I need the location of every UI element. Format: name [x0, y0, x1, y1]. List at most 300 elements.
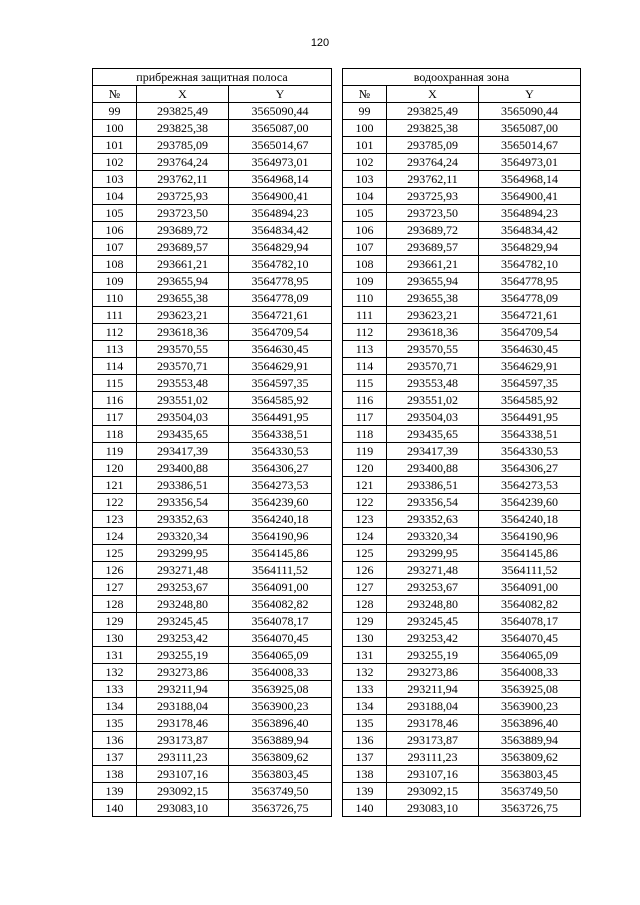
coordinate-x: 293723,50 [387, 205, 479, 222]
coordinate-x: 293689,57 [137, 239, 229, 256]
coordinate-y: 3563925,08 [229, 681, 332, 698]
coordinate-x: 293623,21 [387, 307, 479, 324]
point-number: 134 [343, 698, 387, 715]
coordinate-x: 293825,38 [137, 120, 229, 137]
coordinate-x: 293253,67 [137, 579, 229, 596]
table-row [343, 154, 581, 171]
coordinate-y: 3564306,27 [479, 460, 581, 477]
point-number: 107 [93, 239, 137, 256]
coordinate-y: 3564239,60 [229, 494, 332, 511]
coordinate-y: 3564082,82 [479, 596, 581, 613]
coordinate-y: 3564829,94 [229, 239, 332, 256]
coordinate-x: 293083,10 [137, 800, 229, 817]
coordinate-x: 293435,65 [387, 426, 479, 443]
table-title: водоохранная зона [343, 69, 581, 86]
table-row [93, 698, 332, 715]
coordinate-y: 3564709,54 [479, 324, 581, 341]
table-row [93, 766, 332, 783]
table-row [343, 222, 581, 239]
coordinate-y: 3564597,35 [229, 375, 332, 392]
table-row [93, 562, 332, 579]
coordinate-x: 293273,86 [387, 664, 479, 681]
coordinate-x: 293111,23 [137, 749, 229, 766]
coordinate-y: 3563726,75 [479, 800, 581, 817]
point-number: 125 [93, 545, 137, 562]
point-number: 119 [343, 443, 387, 460]
coordinate-x: 293253,67 [387, 579, 479, 596]
coordinate-x: 293245,45 [137, 613, 229, 630]
coordinate-y: 3564894,23 [479, 205, 581, 222]
coordinate-y: 3564338,51 [229, 426, 332, 443]
point-number: 113 [343, 341, 387, 358]
point-number: 132 [343, 664, 387, 681]
point-number: 133 [93, 681, 137, 698]
point-number: 100 [93, 120, 137, 137]
table-row [93, 307, 332, 324]
coordinate-y: 3564145,86 [479, 545, 581, 562]
coordinate-x: 293188,04 [387, 698, 479, 715]
point-number: 101 [343, 137, 387, 154]
point-number: 121 [93, 477, 137, 494]
point-number: 109 [93, 273, 137, 290]
point-number: 136 [343, 732, 387, 749]
coordinate-x: 293551,02 [387, 392, 479, 409]
coordinate-x: 293352,63 [137, 511, 229, 528]
point-number: 117 [343, 409, 387, 426]
table-row [93, 239, 332, 256]
point-number: 122 [343, 494, 387, 511]
coordinate-x: 293417,39 [137, 443, 229, 460]
coordinate-x: 293553,48 [137, 375, 229, 392]
point-number: 113 [93, 341, 137, 358]
point-number: 139 [343, 783, 387, 800]
coordinate-y: 3564091,00 [479, 579, 581, 596]
point-number: 108 [93, 256, 137, 273]
table-row [343, 358, 581, 375]
coordinate-x: 293723,50 [137, 205, 229, 222]
coordinate-x: 293107,16 [387, 766, 479, 783]
table-row [343, 579, 581, 596]
coordinate-y: 3563749,50 [479, 783, 581, 800]
coordinate-x: 293188,04 [137, 698, 229, 715]
coordinate-y: 3564778,09 [479, 290, 581, 307]
coordinate-y: 3564629,91 [479, 358, 581, 375]
table-row [93, 358, 332, 375]
table-row [93, 613, 332, 630]
coordinate-x: 293785,09 [387, 137, 479, 154]
coordinate-x: 293092,15 [387, 783, 479, 800]
table-row [343, 749, 581, 766]
coordinate-x: 293655,38 [387, 290, 479, 307]
table-row [343, 664, 581, 681]
coordinate-x: 293299,95 [387, 545, 479, 562]
coordinate-x: 293400,88 [387, 460, 479, 477]
coordinate-x: 293178,46 [137, 715, 229, 732]
table-header-row [93, 86, 332, 103]
coordinate-x: 293570,71 [387, 358, 479, 375]
coordinate-y: 3565090,44 [229, 103, 332, 120]
coordinate-y: 3565087,00 [479, 120, 581, 137]
table-row [343, 800, 581, 817]
table-row [343, 494, 581, 511]
table-row [343, 630, 581, 647]
table-row [343, 766, 581, 783]
point-number: 118 [343, 426, 387, 443]
coordinate-x: 293299,95 [137, 545, 229, 562]
point-number: 126 [93, 562, 137, 579]
point-number: 140 [93, 800, 137, 817]
point-number: 131 [343, 647, 387, 664]
point-number: 127 [93, 579, 137, 596]
table-row [93, 103, 332, 120]
coordinate-y: 3563809,62 [479, 749, 581, 766]
coordinate-x: 293504,03 [387, 409, 479, 426]
table-row [93, 596, 332, 613]
table-row [93, 664, 332, 681]
point-number: 99 [93, 103, 137, 120]
coordinate-x: 293689,57 [387, 239, 479, 256]
table-title: прибрежная защитная полоса [93, 69, 332, 86]
point-number: 116 [343, 392, 387, 409]
coordinate-y: 3564190,96 [479, 528, 581, 545]
point-number: 134 [93, 698, 137, 715]
coordinate-x: 293551,02 [137, 392, 229, 409]
point-number: 110 [343, 290, 387, 307]
coordinate-x: 293320,34 [137, 528, 229, 545]
table-row [343, 562, 581, 579]
table-row [93, 290, 332, 307]
coordinate-x: 293211,94 [137, 681, 229, 698]
point-number: 128 [93, 596, 137, 613]
table-row [93, 222, 332, 239]
coordinate-x: 293271,48 [387, 562, 479, 579]
coordinate-x: 293725,93 [387, 188, 479, 205]
coordinate-y: 3564629,91 [229, 358, 332, 375]
coordinate-y: 3564491,95 [229, 409, 332, 426]
point-number: 129 [93, 613, 137, 630]
point-number: 137 [93, 749, 137, 766]
table-row [343, 341, 581, 358]
table-row [93, 647, 332, 664]
table-row [343, 647, 581, 664]
coordinate-y: 3564597,35 [479, 375, 581, 392]
point-number: 124 [93, 528, 137, 545]
coordinate-x: 293618,36 [137, 324, 229, 341]
point-number: 135 [93, 715, 137, 732]
coordinate-x: 293356,54 [137, 494, 229, 511]
table-row [343, 698, 581, 715]
point-number: 126 [343, 562, 387, 579]
coordinate-y: 3563809,62 [229, 749, 332, 766]
coordinate-x: 293352,63 [387, 511, 479, 528]
point-number: 114 [93, 358, 137, 375]
coordinate-y: 3563900,23 [479, 698, 581, 715]
table-row [93, 188, 332, 205]
coordinate-x: 293083,10 [387, 800, 479, 817]
table-title-row [343, 69, 581, 86]
coordinate-x: 293386,51 [137, 477, 229, 494]
coordinate-x: 293825,38 [387, 120, 479, 137]
table-title-row [93, 69, 332, 86]
column-header-number: № [93, 86, 137, 103]
coordinate-y: 3564900,41 [229, 188, 332, 205]
point-number: 100 [343, 120, 387, 137]
coordinate-y: 3564008,33 [479, 664, 581, 681]
table-row [343, 188, 581, 205]
point-number: 112 [93, 324, 137, 341]
table-row [93, 800, 332, 817]
table-row [343, 783, 581, 800]
coordinate-y: 3564782,10 [229, 256, 332, 273]
point-number: 122 [93, 494, 137, 511]
coordinate-y: 3564070,45 [479, 630, 581, 647]
coordinate-x: 293689,72 [137, 222, 229, 239]
table-row [93, 494, 332, 511]
table-row [343, 460, 581, 477]
coordinate-x: 293725,93 [137, 188, 229, 205]
coordinate-x: 293255,19 [137, 647, 229, 664]
point-number: 123 [343, 511, 387, 528]
coordinate-y: 3564190,96 [229, 528, 332, 545]
coordinate-x: 293825,49 [387, 103, 479, 120]
table-row [343, 613, 581, 630]
coordinate-y: 3563749,50 [229, 783, 332, 800]
coordinate-x: 293173,87 [387, 732, 479, 749]
point-number: 110 [93, 290, 137, 307]
coordinate-y: 3564330,53 [479, 443, 581, 460]
coordinate-y: 3563803,45 [479, 766, 581, 783]
point-number: 108 [343, 256, 387, 273]
coordinate-x: 293092,15 [137, 783, 229, 800]
coordinate-y: 3564585,92 [479, 392, 581, 409]
coordinate-x: 293762,11 [387, 171, 479, 188]
coordinate-x: 293253,42 [137, 630, 229, 647]
coordinate-y: 3564078,17 [479, 613, 581, 630]
table-row [343, 477, 581, 494]
coordinate-x: 293764,24 [137, 154, 229, 171]
table-row [343, 426, 581, 443]
table-row [343, 715, 581, 732]
table-body [343, 103, 581, 817]
table-row [343, 375, 581, 392]
coordinate-x: 293178,46 [387, 715, 479, 732]
point-number: 105 [343, 205, 387, 222]
table-row [93, 426, 332, 443]
table-row [93, 511, 332, 528]
table-row [343, 511, 581, 528]
table-row [93, 324, 332, 341]
table-body [93, 103, 332, 817]
point-number: 129 [343, 613, 387, 630]
coordinate-x: 293570,71 [137, 358, 229, 375]
column-header-y: Y [479, 86, 581, 103]
coordinate-y: 3564834,42 [479, 222, 581, 239]
table-row [93, 154, 332, 171]
table-row [343, 239, 581, 256]
table-row [343, 256, 581, 273]
point-number: 109 [343, 273, 387, 290]
table-row [93, 171, 332, 188]
coordinate-y: 3564145,86 [229, 545, 332, 562]
table-row [93, 137, 332, 154]
coordinate-y: 3564008,33 [229, 664, 332, 681]
coordinate-y: 3564078,17 [229, 613, 332, 630]
point-number: 140 [343, 800, 387, 817]
table-row [343, 545, 581, 562]
point-number: 99 [343, 103, 387, 120]
coordinate-y: 3564782,10 [479, 256, 581, 273]
coordinate-y: 3564778,95 [479, 273, 581, 290]
column-header-number: № [343, 86, 387, 103]
coordinate-y: 3564330,53 [229, 443, 332, 460]
coordinate-x: 293111,23 [387, 749, 479, 766]
coordinate-x: 293273,86 [137, 664, 229, 681]
coordinate-y: 3564630,45 [229, 341, 332, 358]
coordinate-x: 293504,03 [137, 409, 229, 426]
table-row [93, 579, 332, 596]
coordinate-y: 3565087,00 [229, 120, 332, 137]
page-number: 120 [310, 37, 330, 49]
table-row [93, 341, 332, 358]
table-row [93, 460, 332, 477]
coordinate-y: 3564065,09 [229, 647, 332, 664]
point-number: 117 [93, 409, 137, 426]
shoreline-protection-table [92, 68, 332, 817]
table-row [343, 732, 581, 749]
table-row [343, 137, 581, 154]
table-row [343, 307, 581, 324]
coordinate-y: 3564894,23 [229, 205, 332, 222]
coordinate-x: 293435,65 [137, 426, 229, 443]
table-row [343, 171, 581, 188]
point-number: 120 [93, 460, 137, 477]
coordinate-x: 293245,45 [387, 613, 479, 630]
coordinate-x: 293623,21 [137, 307, 229, 324]
point-number: 101 [93, 137, 137, 154]
point-number: 106 [93, 222, 137, 239]
table-row [93, 749, 332, 766]
point-number: 114 [343, 358, 387, 375]
table-row [343, 273, 581, 290]
coordinate-x: 293320,34 [387, 528, 479, 545]
coordinate-y: 3564721,61 [229, 307, 332, 324]
point-number: 131 [93, 647, 137, 664]
coordinate-y: 3564091,00 [229, 579, 332, 596]
coordinate-x: 293825,49 [137, 103, 229, 120]
point-number: 124 [343, 528, 387, 545]
coordinate-y: 3564585,92 [229, 392, 332, 409]
coordinate-x: 293173,87 [137, 732, 229, 749]
coordinate-y: 3564065,09 [479, 647, 581, 664]
table-row [343, 596, 581, 613]
column-header-x: X [387, 86, 479, 103]
coordinate-x: 293255,19 [387, 647, 479, 664]
table-row [93, 545, 332, 562]
table-row [93, 375, 332, 392]
point-number: 112 [343, 324, 387, 341]
coordinate-y: 3564829,94 [479, 239, 581, 256]
coordinate-x: 293570,55 [137, 341, 229, 358]
coordinate-x: 293655,38 [137, 290, 229, 307]
table-header-row [343, 86, 581, 103]
coordinate-x: 293570,55 [387, 341, 479, 358]
coordinate-y: 3564070,45 [229, 630, 332, 647]
coordinate-y: 3564273,53 [479, 477, 581, 494]
table-row [343, 324, 581, 341]
coordinate-y: 3564111,52 [229, 562, 332, 579]
water-protection-zone-table [342, 68, 581, 817]
table-row [93, 205, 332, 222]
table-row [93, 528, 332, 545]
coordinate-y: 3563900,23 [229, 698, 332, 715]
coordinate-y: 3564491,95 [479, 409, 581, 426]
point-number: 136 [93, 732, 137, 749]
point-number: 132 [93, 664, 137, 681]
point-number: 111 [93, 307, 137, 324]
coordinate-y: 3564778,09 [229, 290, 332, 307]
coordinate-y: 3564630,45 [479, 341, 581, 358]
table-row [93, 477, 332, 494]
coordinate-y: 3563889,94 [479, 732, 581, 749]
coordinate-y: 3564111,52 [479, 562, 581, 579]
table-row [343, 681, 581, 698]
point-number: 115 [343, 375, 387, 392]
coordinate-y: 3564338,51 [479, 426, 581, 443]
point-number: 106 [343, 222, 387, 239]
point-number: 102 [343, 154, 387, 171]
point-number: 119 [93, 443, 137, 460]
coordinate-x: 293386,51 [387, 477, 479, 494]
column-header-x: X [137, 86, 229, 103]
point-number: 104 [343, 188, 387, 205]
point-number: 133 [343, 681, 387, 698]
point-number: 105 [93, 205, 137, 222]
table-row [93, 732, 332, 749]
coordinate-x: 293356,54 [387, 494, 479, 511]
coordinate-x: 293107,16 [137, 766, 229, 783]
point-number: 125 [343, 545, 387, 562]
point-number: 123 [93, 511, 137, 528]
coordinate-x: 293785,09 [137, 137, 229, 154]
point-number: 102 [93, 154, 137, 171]
point-number: 118 [93, 426, 137, 443]
coordinate-y: 3564240,18 [229, 511, 332, 528]
table-row [93, 273, 332, 290]
coordinate-y: 3563889,94 [229, 732, 332, 749]
table-row [93, 256, 332, 273]
coordinate-x: 293661,21 [387, 256, 479, 273]
point-number: 130 [343, 630, 387, 647]
point-number: 139 [93, 783, 137, 800]
point-number: 115 [93, 375, 137, 392]
table-row [343, 443, 581, 460]
column-header-y: Y [229, 86, 332, 103]
coordinate-y: 3564239,60 [479, 494, 581, 511]
coordinate-y: 3563803,45 [229, 766, 332, 783]
coordinate-x: 293764,24 [387, 154, 479, 171]
point-number: 103 [93, 171, 137, 188]
coordinate-x: 293661,21 [137, 256, 229, 273]
coordinate-y: 3564306,27 [229, 460, 332, 477]
coordinate-y: 3564082,82 [229, 596, 332, 613]
point-number: 138 [93, 766, 137, 783]
coordinate-y: 3564721,61 [479, 307, 581, 324]
coordinate-x: 293655,94 [137, 273, 229, 290]
coordinate-y: 3564709,54 [229, 324, 332, 341]
coordinate-y: 3564273,53 [229, 477, 332, 494]
coordinate-y: 3564240,18 [479, 511, 581, 528]
coordinate-y: 3565014,67 [479, 137, 581, 154]
